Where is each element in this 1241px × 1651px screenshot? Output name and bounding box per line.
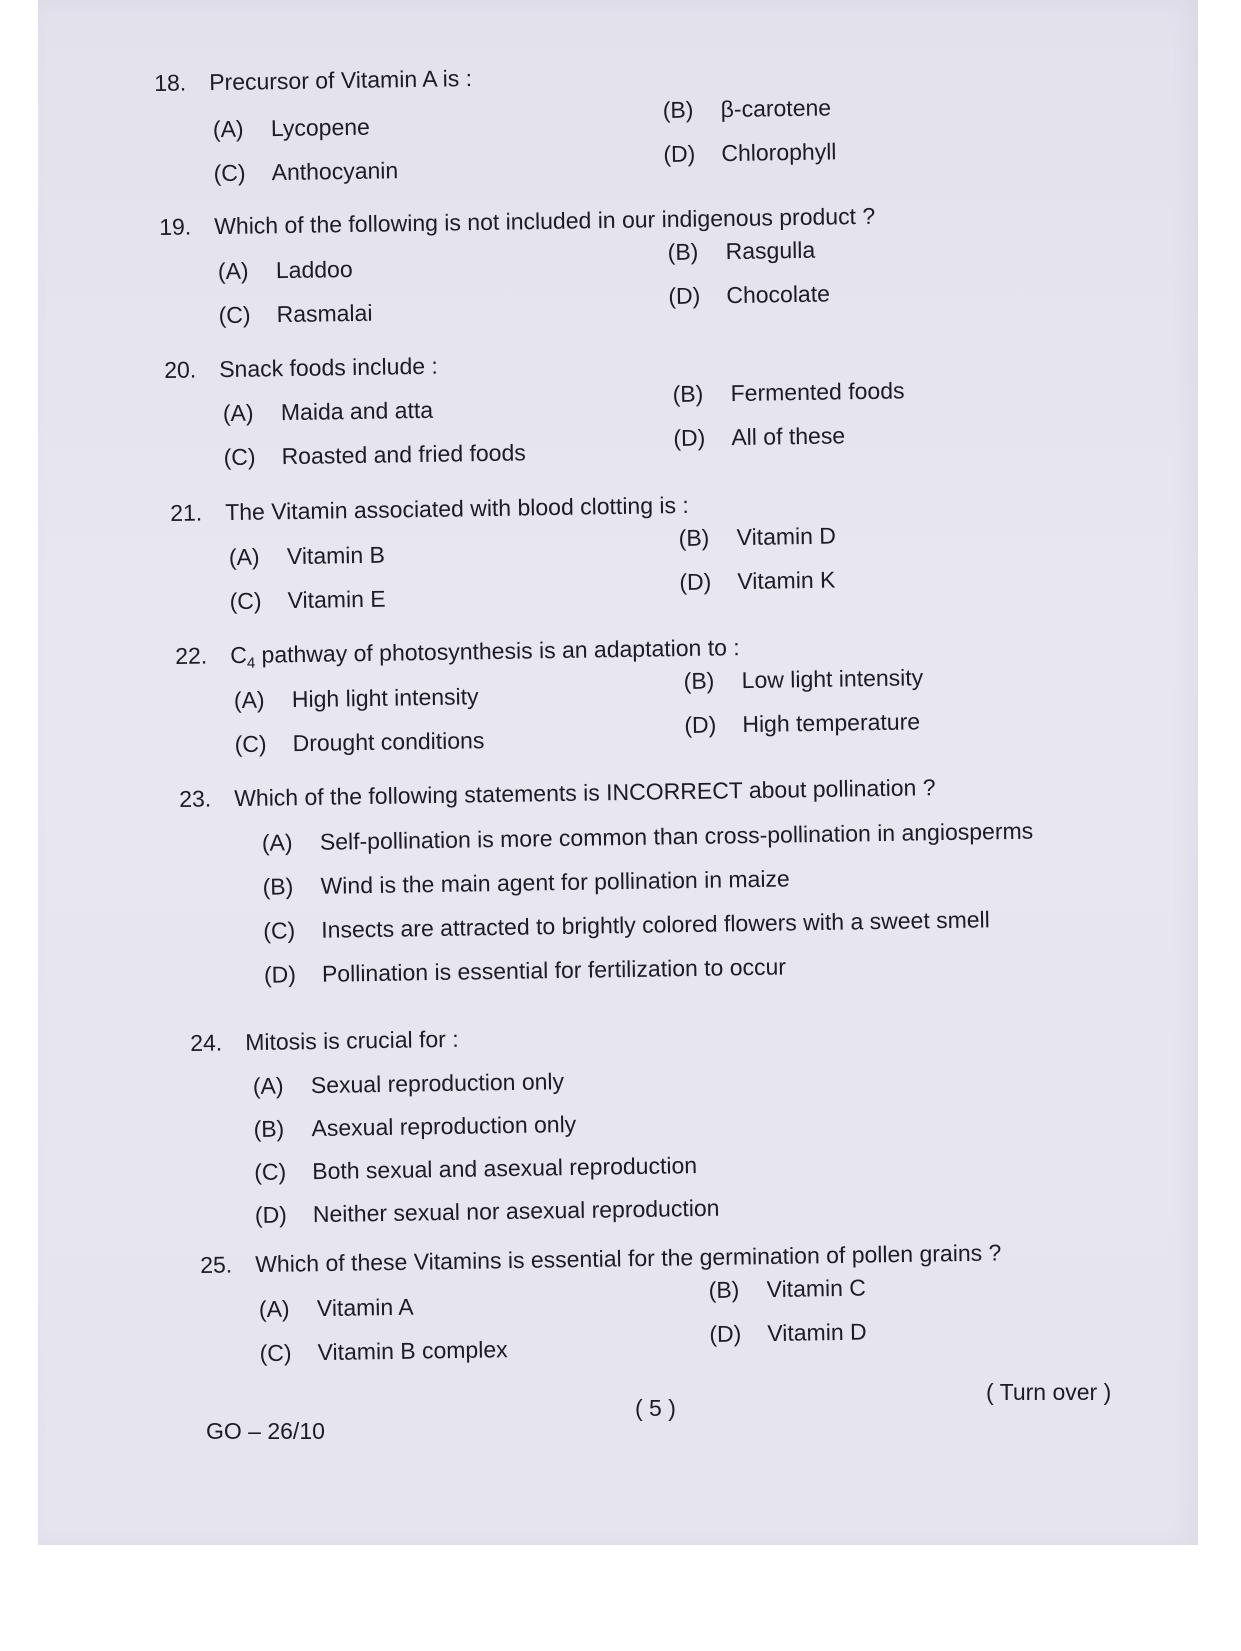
question-number: 21. (170, 499, 203, 526)
question-number: 24. (190, 1029, 223, 1056)
question-22 (175, 629, 1075, 758)
option-d: (D) High temperature (684, 708, 921, 739)
turn-over-note: ( Turn over ) (986, 1379, 1112, 1405)
question-21 (170, 486, 1070, 615)
option-b: (B) Wind is the main agent for pollination in maize (262, 865, 790, 900)
option-b: (B) Asexual reproduction only (253, 1110, 577, 1143)
question-stem (164, 353, 438, 384)
question-number: 20. (164, 356, 197, 383)
question-text: pathway of photosynthesis is an adaptation to : (254, 634, 740, 668)
option-d: (D) Vitamin D (709, 1318, 867, 1348)
option-d: (D) Vitamin K (679, 566, 836, 596)
option-c: (C) Anthocyanin (213, 157, 399, 187)
question-19 (159, 200, 1059, 329)
option-d: (D) Neither sexual nor asexual reproduction (254, 1194, 720, 1229)
question-text: The Vitamin associated with blood clotting is : (224, 491, 690, 526)
option-c: (C) Vitamin B complex (259, 1336, 508, 1367)
question-text: Snack foods include : (218, 352, 439, 383)
option-b: (B) Vitamin D (678, 522, 837, 552)
option-a: (A) Sexual reproduction only (252, 1068, 565, 1100)
option-c: (C) Insects are attracted to brightly colored flowers with a sweet smell (263, 906, 990, 944)
question-stem (159, 203, 875, 241)
option-a: (A) Lycopene (212, 113, 371, 143)
option-a: (A) Vitamin B (228, 541, 386, 571)
question-23 (179, 772, 1079, 988)
question-number: 22. (175, 642, 208, 669)
option-a: (A) Self-pollination is more common than cross-pollination in angiosperms (261, 817, 1034, 856)
option-a: (A) Vitamin A (258, 1293, 414, 1323)
option-b: (B) Rasgulla (667, 236, 816, 266)
question-text: Precursor of Vitamin A is : (208, 65, 473, 96)
question-number: 19. (159, 213, 192, 240)
exam-code: GO – 26/10 (206, 1418, 325, 1444)
question-number: 23. (179, 785, 212, 812)
question-18 (154, 56, 1054, 187)
question-text: Mitosis is crucial for : (244, 1025, 459, 1056)
option-c: (C) Both sexual and asexual reproduction (254, 1152, 698, 1186)
question-20 (164, 343, 1064, 471)
exam-page (38, 0, 1198, 1545)
question-text-prefix: C (229, 641, 248, 669)
option-a: (A) Laddoo (217, 255, 353, 285)
option-d: (D) Pollination is essential for fertilization to occur (263, 953, 787, 988)
option-b: (B) Vitamin C (708, 1274, 867, 1304)
question-stem (170, 492, 689, 527)
question-text: Which of the following statements is INCORRECT about pollination ? (233, 774, 936, 812)
question-stem (154, 65, 472, 97)
subscript: 4 (246, 654, 256, 672)
question-24 (190, 1016, 1090, 1229)
page-number: ( 5 ) (635, 1395, 676, 1421)
question-text: Which of the following is not included in our indigenous product ? (213, 202, 876, 240)
question-stem (175, 634, 740, 673)
option-c: (C) Roasted and fried foods (223, 439, 526, 471)
question-stem (179, 774, 936, 813)
option-b: (B) Fermented foods (672, 377, 905, 408)
option-c: (C) Vitamin E (229, 585, 386, 615)
question-text: Which of these Vitamins is essential for the germination of pollen grains ? (254, 1239, 1002, 1278)
question-25 (200, 1238, 1100, 1367)
option-a: (A) Maida and atta (222, 396, 434, 427)
question-stem (190, 1026, 459, 1057)
option-a: (A) High light intensity (233, 683, 479, 714)
option-b: (B) β-carotene (662, 94, 832, 124)
option-d: (D) All of these (673, 422, 846, 452)
question-number: 18. (154, 69, 187, 96)
question-number: 25. (200, 1251, 233, 1278)
question-stem (200, 1239, 1002, 1279)
option-d: (D) Chlorophyll (663, 138, 837, 168)
option-c: (C) Rasmalai (218, 299, 373, 329)
option-b: (B) Low light intensity (683, 664, 924, 695)
option-c: (C) Drought conditions (234, 727, 485, 758)
option-d: (D) Chocolate (668, 280, 831, 310)
